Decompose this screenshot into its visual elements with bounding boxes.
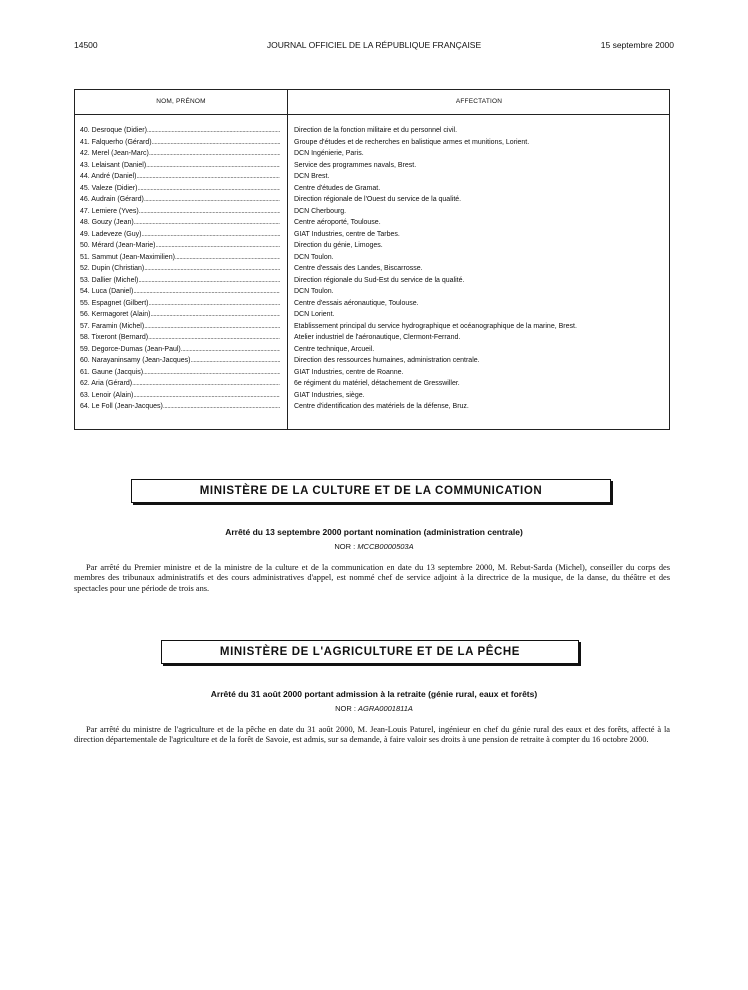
row-affectation: Centre d'identification des matériels de la défense, Bruz. [294,403,469,410]
arrete-title-culture: Arrêté du 13 septembre 2000 portant nomination (administration centrale) [225,527,523,537]
row-affectation: DCN Cherbourg. [294,207,347,215]
row-name: 54. Luca (Daniel) ..... [80,286,280,298]
row-name: 49. Ladeveze (Guy) ..... [80,229,280,241]
row-name: 55. Espagnet (Gilbert) ..... [80,298,280,310]
row-name: 41. Falquerho (Gérard) ..... [80,137,280,149]
row-name: 44. André (Daniel) ..... [80,171,280,183]
row-name: 46. Audrain (Gérard) ..... [80,194,280,206]
row-name: 64. Le Foll (Jean-Jacques) ..... [80,401,280,413]
table-row [75,137,671,149]
ministry-banner-culture: MINISTÈRE DE LA CULTURE ET DE LA COMMUNICATION [131,479,611,503]
publication-date: 15 septembre 2000 [600,40,674,50]
row-affectation: Centre aéroporté, Toulouse. [294,219,381,226]
table-row [75,160,671,172]
row-name: 58. Tixeront (Bernard) ..... [80,332,280,344]
page-header [0,40,748,54]
row-affectation: Direction régionale de l'Ouest du service de la qualité. [294,196,462,203]
table-row [75,252,671,264]
row-name: 50. Mérard (Jean-Marie) ..... [80,240,280,252]
row-affectation: Groupe d'études et de recherches en balistique armes et munitions, Lorient. [294,138,530,146]
journal-title: JOURNAL OFFICIEL DE LA RÉPUBLIQUE FRANÇAISE [266,40,482,50]
row-name: 57. Faramin (Michel) ..... [80,321,280,333]
table-row [75,217,671,229]
table-row [75,148,671,160]
row-affectation: DCN Toulon. [294,253,334,261]
table-row [75,309,671,321]
row-affectation: Centre d'essais des Landes, Biscarrosse. [294,265,423,272]
table-row [75,125,671,137]
row-name: 45. Valeze (Didier) ..... [80,183,280,195]
row-affectation: Centre d'études de Gramat. [294,184,381,192]
header-divider [75,114,669,115]
table-row [75,263,671,275]
row-affectation: Direction de la fonction militaire et du personnel civil. [294,127,458,134]
row-name: 60. Narayaninsamy (Jean-Jacques) ..... [80,355,280,367]
ministry-banner-agriculture: MINISTÈRE DE L'AGRICULTURE ET DE LA PÊCHE [161,640,579,664]
nor-code: AGRA0001811A [358,704,413,713]
row-affectation: Etablissement principal du service hydrographique et océanographique de la marine, Brest. [294,322,577,330]
row-affectation: DCN Brest. [294,173,330,180]
row-affectation: Direction des ressources humaines, administration centrale. [294,357,480,364]
row-name: 40. Desroque (Didier) ..... [80,125,280,137]
arrete-body-agriculture: Par arrêté du ministre de l'agriculture et de la pêche en date du 31 août 2000, M. Jean-Louis Paturel, ingénieur en chef du génie rural des eaux et des forêts, affecté à la direction départementale de l'agriculture et de la forêt de Savoie, est admis, sur sa demande, à faire valoir ses droits à une pension de retraite à compter du 16 octobre 2000. [74,725,670,745]
row-name: 61. Gaune (Jacquis) ..... [80,367,280,379]
table-row [75,206,671,218]
row-name: 43. Lelaisant (Daniel) ..... [80,160,280,172]
nor-code: MCCB0000503A [357,542,414,551]
arrete-body-culture: Par arrêté du Premier ministre et de la ministre de la culture et de la communication en date du 13 septembre 2000, M. Rebut-Sarda (Michel), conseiller du corps des membres des tribunaux administratifs et des cours administratives d'appel, est nommé chef de service adjoint à la directrice de la musique, de la danse, du théâtre et des spectacles pour une période de trois ans. [74,563,670,593]
table-row [75,275,671,287]
table-row [75,286,671,298]
nor-reference-agriculture [0,704,748,713]
nor-label: NOR : [334,542,356,551]
row-affectation: Service des programmes navals, Brest. [294,161,417,169]
row-name: 62. Aria (Gérard) ..... [80,378,280,390]
row-affectation: Direction du génie, Limoges. [294,242,383,249]
table-row [75,378,671,390]
row-name: 59. Degorce-Dumas (Jean-Paul) ..... [80,344,280,356]
table-row [75,240,671,252]
page-number: 14500 [74,40,98,50]
row-name: 63. Lenoir (Alain) ..... [80,390,280,402]
row-affectation: GIAT Industries, centre de Tarbes. [294,230,400,238]
table-row [75,183,671,195]
table-body [75,125,671,413]
row-affectation: DCN Ingénierie, Paris. [294,150,364,157]
row-name: 53. Dallier (Michel) ..... [80,275,280,287]
row-affectation: Atelier industriel de l'aéronautique, Clermont-Ferrand. [294,334,461,341]
table-row [75,367,671,379]
row-affectation: Direction régionale du Sud-Est du service de la qualité. [294,276,465,284]
arrete-title-agriculture: Arrêté du 31 août 2000 portant admission à la retraite (génie rural, eaux et forêts) [210,689,538,699]
table-row [75,298,671,310]
row-name: 48. Gouzy (Jean) ..... [80,217,280,229]
row-affectation: DCN Toulon. [294,288,334,295]
column-header-name: NOM, PRÉNOM [156,98,206,105]
row-name: 56. Kermagoret (Alain) ..... [80,309,280,321]
row-affectation: Centre technique, Arcueil. [294,345,375,353]
table-row [75,332,671,344]
row-name: 47. Lemiere (Yves) ..... [80,206,280,218]
row-name: 42. Merel (Jean-Marc) ..... [80,148,280,160]
row-affectation: 6e régiment du matériel, détachement de Gresswiller. [294,380,460,387]
nor-reference-culture [0,542,748,551]
row-affectation: DCN Lorient. [294,311,335,318]
table-row [75,321,671,333]
row-affectation: GIAT Industries, centre de Roanne. [294,368,404,376]
table-row [75,344,671,356]
table-row [75,355,671,367]
row-affectation: GIAT Industries, siège. [294,391,365,399]
table-row [75,390,671,402]
table-row [75,401,671,413]
row-name: 51. Sammut (Jean-Maximilien) ..... [80,252,280,264]
table-row [75,171,671,183]
nor-label: NOR : [335,704,356,713]
table-row [75,194,671,206]
row-affectation: Centre d'essais aéronautique, Toulouse. [294,299,419,307]
table-row [75,229,671,241]
row-name: 52. Dupin (Christian) ..... [80,263,280,275]
affectation-table [74,89,670,430]
column-header-affectation: AFFECTATION [455,98,503,105]
